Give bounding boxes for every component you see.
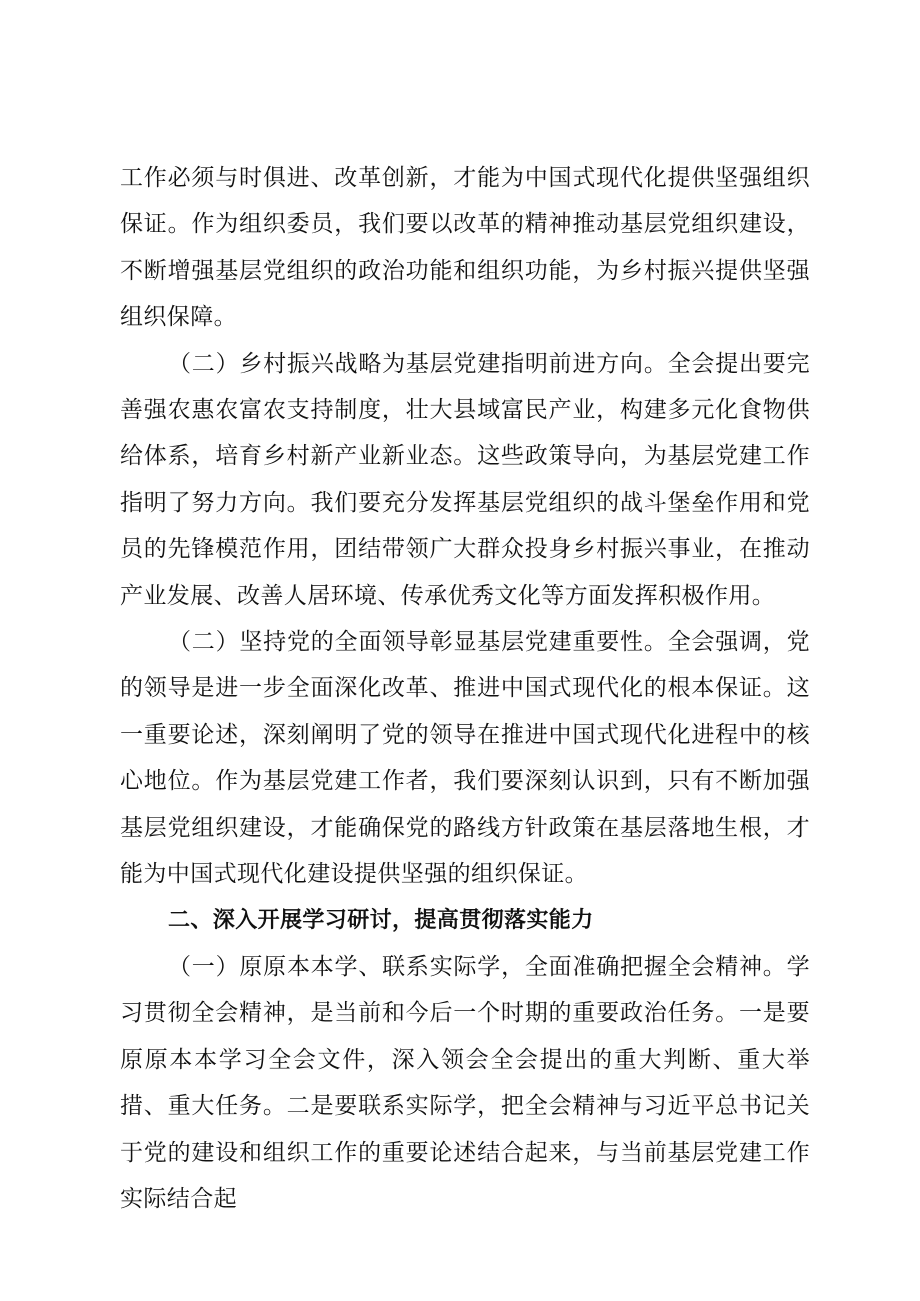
document-body (120, 155, 810, 1222)
paragraph-rural-revitalization: （二）乡村振兴战略为基层党建指明前进方向。全会提出要完善强农惠农富农支持制度，壮大县域富民产业，构建多元化食物供给体系，培育乡村新产业新业态。这些政策导向，为基层党建工作指明了努力方向。我们要充分发挥基层党组织的战斗堡垒作用和党员的先锋模范作用，团结带领广大群众投身乡村振兴事业，在推动产业发展、改善人居环境、传承优秀文化等方面发挥积极作用。 (120, 350, 810, 609)
section-heading: 二、深入开展学习研讨，提高贯彻落实能力 (168, 907, 594, 933)
paragraph-study-approach: （一）原原本本学、联系实际学，全面准确把握全会精神。学习贯彻全会精神，是当前和今后一个时期的重要政治任务。一是要原原本本学习全会文件，深入领会全会提出的重大判断、重大举措、重大任务。二是要联系实际学，把全会精神与习近平总书记关于党的建设和组织工作的重要论述结合起来，与当前基层党建工作实际结合起 (120, 953, 810, 1212)
paragraph-party-leadership: （二）坚持党的全面领导彰显基层党建重要性。全会强调，党的领导是进一步全面深化改革、推进中国式现代化的根本保证。这一重要论述，深刻阐明了党的领导在推进中国式现代化进程中的核心地位。作为基层党建工作者，我们要深刻认识到，只有不断加强基层党组织建设，才能确保党的路线方针政策在基层落地生根，才能为中国式现代化建设提供坚强的组织保证。 (120, 629, 810, 888)
paragraph-continuation: 工作必须与时俱进、改革创新，才能为中国式现代化提供坚强组织保证。作为组织委员，我们要以改革的精神推动基层党组织建设，不断增强基层党组织的政治功能和组织功能，为乡村振兴提供坚强组织保障。 (120, 165, 810, 331)
